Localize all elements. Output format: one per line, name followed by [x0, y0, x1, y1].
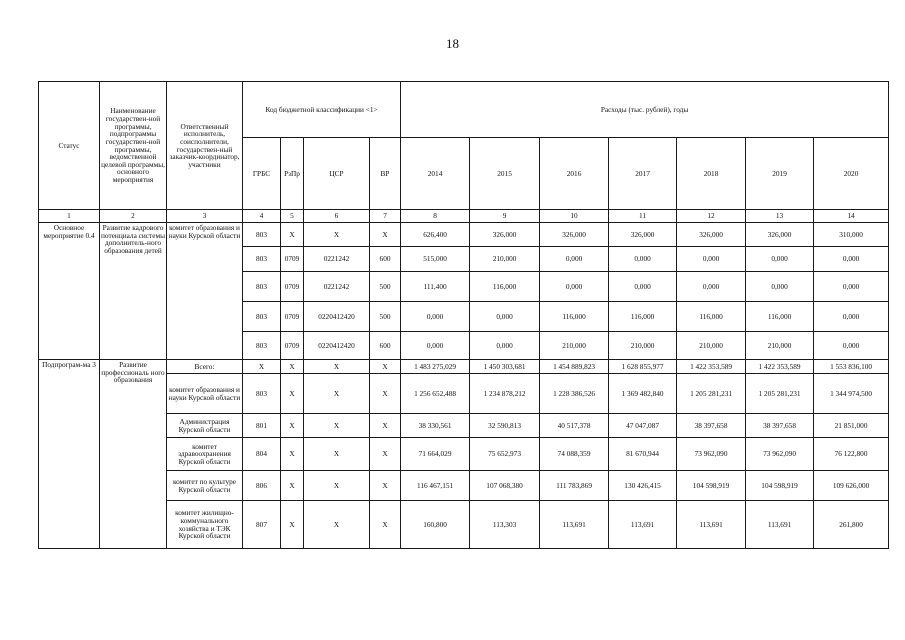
cell-value: 38 330,561: [401, 414, 470, 438]
header-expenses: Расходы (тыс. рублей), годы: [401, 82, 889, 138]
table-row: [39, 360, 889, 374]
cell-value: 0,000: [401, 302, 470, 332]
cell-value: 326,000: [746, 223, 814, 247]
header-year: 2018: [677, 138, 746, 210]
cell-csr: X: [304, 374, 370, 414]
header-row-1: [39, 82, 889, 138]
cell-executor: комитет жилищно-коммунального хозяйства и ТЭК Курской области: [167, 501, 243, 549]
cell-value: 113,303: [470, 501, 540, 549]
cell-value: 113,691: [677, 501, 746, 549]
table-row: [39, 374, 889, 414]
cell-value: 210,000: [677, 332, 746, 360]
cell-grbs: 806: [243, 471, 281, 501]
cell-vr: X: [370, 501, 401, 549]
cell-grbs: 803: [243, 223, 281, 247]
cell-value: 32 590,813: [470, 414, 540, 438]
block2-status: Подпрограм-ма 3: [39, 360, 100, 549]
cell-rzpr: X: [281, 471, 304, 501]
cell-value: 1 205 281,231: [677, 374, 746, 414]
header-executor: Ответственный исполнитель, соисполнители, государствен-ный заказчик-координатор, участники: [167, 82, 243, 210]
cell-executor: комитет здравоохранения Курской области: [167, 438, 243, 471]
block2-name: Развитие профессиональ ного образования: [100, 360, 167, 549]
cell-csr: 0220412420: [304, 302, 370, 332]
page-number: 18: [446, 36, 459, 51]
header-year: 2020: [814, 138, 889, 210]
cell-value: 0,000: [814, 302, 889, 332]
cell-rzpr: X: [281, 223, 304, 247]
cell-value: 111,400: [401, 272, 470, 302]
cell-csr: X: [304, 360, 370, 374]
block1-status: Основное мероприятие 0.4: [39, 223, 100, 360]
cell-value: 109 626,000: [814, 471, 889, 501]
cell-value: 0,000: [746, 247, 814, 272]
cell-value: 38 397,658: [677, 414, 746, 438]
column-number: 11: [609, 210, 677, 223]
cell-csr: X: [304, 438, 370, 471]
cell-rzpr: 0709: [281, 302, 304, 332]
cell-grbs: 804: [243, 438, 281, 471]
header-year: 2017: [609, 138, 677, 210]
cell-value: 1 422 353,589: [746, 360, 814, 374]
cell-grbs: 803: [243, 272, 281, 302]
cell-value: 1 483 275,029: [401, 360, 470, 374]
cell-value: 210,000: [540, 332, 609, 360]
table-row: [39, 438, 889, 471]
header-grbs: ГРБС: [243, 138, 281, 210]
header-rzpr: РзПр: [281, 138, 304, 210]
column-number: 1: [39, 210, 100, 223]
cell-value: 310,000: [814, 223, 889, 247]
cell-vr: 600: [370, 247, 401, 272]
cell-value: 116,000: [677, 302, 746, 332]
cell-value: 0,000: [401, 332, 470, 360]
cell-value: 1 450 303,681: [470, 360, 540, 374]
cell-value: 210,000: [746, 332, 814, 360]
header-vr: ВР: [370, 138, 401, 210]
column-number: 2: [100, 210, 167, 223]
cell-csr: X: [304, 223, 370, 247]
cell-value: 1 228 386,526: [540, 374, 609, 414]
cell-value: 0,000: [814, 272, 889, 302]
budget-table: [38, 81, 889, 549]
cell-value: 116,000: [540, 302, 609, 332]
cell-value: 73 962,090: [746, 438, 814, 471]
cell-rzpr: 0709: [281, 332, 304, 360]
cell-value: 74 088,359: [540, 438, 609, 471]
cell-grbs: 803: [243, 374, 281, 414]
header-year: 2016: [540, 138, 609, 210]
header-year: 2014: [401, 138, 470, 210]
cell-value: 1 344 974,500: [814, 374, 889, 414]
cell-csr: X: [304, 501, 370, 549]
block1-executor: комитет образования и науки Курской области: [167, 223, 243, 360]
cell-vr: X: [370, 360, 401, 374]
cell-value: 0,000: [814, 247, 889, 272]
cell-grbs: 801: [243, 414, 281, 438]
cell-csr: X: [304, 414, 370, 438]
cell-value: 47 047,087: [609, 414, 677, 438]
cell-value: 0,000: [470, 302, 540, 332]
table-row: [39, 223, 889, 247]
cell-value: 1 205 281,231: [746, 374, 814, 414]
column-number: 6: [304, 210, 370, 223]
cell-vr: X: [370, 438, 401, 471]
cell-value: 116,000: [470, 272, 540, 302]
cell-csr: 0221242: [304, 247, 370, 272]
cell-executor: Всего:: [167, 360, 243, 374]
column-number: 5: [281, 210, 304, 223]
cell-grbs: 803: [243, 247, 281, 272]
cell-value: 75 652,973: [470, 438, 540, 471]
cell-value: 326,000: [540, 223, 609, 247]
cell-csr: 0221242: [304, 272, 370, 302]
cell-value: 40 517,378: [540, 414, 609, 438]
cell-grbs: 807: [243, 501, 281, 549]
header-status: Статус: [39, 82, 100, 210]
cell-rzpr: X: [281, 501, 304, 549]
cell-value: 107 068,380: [470, 471, 540, 501]
cell-value: 1 553 836,100: [814, 360, 889, 374]
cell-value: 0,000: [814, 332, 889, 360]
column-number: 9: [470, 210, 540, 223]
cell-value: 0,000: [540, 247, 609, 272]
cell-rzpr: X: [281, 374, 304, 414]
cell-value: 210,000: [609, 332, 677, 360]
cell-grbs: 803: [243, 332, 281, 360]
cell-value: 111 783,869: [540, 471, 609, 501]
cell-value: 160,800: [401, 501, 470, 549]
cell-grbs: 803: [243, 302, 281, 332]
cell-rzpr: X: [281, 438, 304, 471]
cell-value: 0,000: [470, 332, 540, 360]
cell-value: 130 426,415: [609, 471, 677, 501]
cell-value: 0,000: [746, 272, 814, 302]
header-csr: ЦСР: [304, 138, 370, 210]
cell-grbs: X: [243, 360, 281, 374]
cell-rzpr: 0709: [281, 272, 304, 302]
cell-value: 0,000: [540, 272, 609, 302]
column-number: 12: [677, 210, 746, 223]
cell-value: 1 369 482,840: [609, 374, 677, 414]
column-number: 13: [746, 210, 814, 223]
cell-value: 1 256 652,488: [401, 374, 470, 414]
table-row: [39, 414, 889, 438]
cell-csr: 0220412420: [304, 332, 370, 360]
cell-vr: X: [370, 374, 401, 414]
cell-value: 21 851,000: [814, 414, 889, 438]
cell-value: 1 628 855,977: [609, 360, 677, 374]
cell-value: 116,000: [746, 302, 814, 332]
cell-vr: 500: [370, 302, 401, 332]
cell-value: 38 397,658: [746, 414, 814, 438]
cell-executor: Администрация Курской области: [167, 414, 243, 438]
cell-value: 0,000: [609, 272, 677, 302]
cell-rzpr: X: [281, 360, 304, 374]
column-number: 3: [167, 210, 243, 223]
column-number-row: [39, 210, 889, 223]
cell-executor: комитет по культуре Курской области: [167, 471, 243, 501]
header-budget-code: Код бюджетной классификации <1>: [243, 82, 401, 138]
cell-value: 73 962,090: [677, 438, 746, 471]
column-number: 4: [243, 210, 281, 223]
cell-value: 326,000: [470, 223, 540, 247]
cell-value: 113,691: [609, 501, 677, 549]
cell-value: 104 598,919: [677, 471, 746, 501]
cell-value: 71 664,029: [401, 438, 470, 471]
table-row: [39, 501, 889, 549]
cell-value: 104 598,919: [746, 471, 814, 501]
cell-value: 76 122,800: [814, 438, 889, 471]
cell-vr: X: [370, 414, 401, 438]
column-number: 7: [370, 210, 401, 223]
cell-value: 1 454 889,823: [540, 360, 609, 374]
cell-value: 0,000: [677, 272, 746, 302]
cell-vr: 500: [370, 272, 401, 302]
cell-value: 261,800: [814, 501, 889, 549]
column-number: 14: [814, 210, 889, 223]
cell-value: 81 670,944: [609, 438, 677, 471]
cell-value: 0,000: [609, 247, 677, 272]
cell-vr: 600: [370, 332, 401, 360]
cell-value: 515,000: [401, 247, 470, 272]
cell-value: 113,691: [746, 501, 814, 549]
cell-value: 1 422 353,589: [677, 360, 746, 374]
cell-vr: X: [370, 471, 401, 501]
cell-value: 113,691: [540, 501, 609, 549]
header-year: 2019: [746, 138, 814, 210]
cell-value: 326,000: [677, 223, 746, 247]
cell-value: 0,000: [677, 247, 746, 272]
header-name: Наименование государствен-ной программы, подпрограммы государствен-ной программы, ведомственной целевой программы, основного мероприятия: [100, 82, 167, 210]
column-number: 10: [540, 210, 609, 223]
cell-executor: комитет образования и науки Курской области: [167, 374, 243, 414]
cell-value: 116 467,151: [401, 471, 470, 501]
header-year: 2015: [470, 138, 540, 210]
cell-rzpr: X: [281, 414, 304, 438]
cell-value: 210,000: [470, 247, 540, 272]
cell-vr: X: [370, 223, 401, 247]
cell-rzpr: 0709: [281, 247, 304, 272]
column-number: 8: [401, 210, 470, 223]
cell-value: 626,400: [401, 223, 470, 247]
block1-name: Развитие кадрового потенциала системы дополнитель-ного образования детей: [100, 223, 167, 360]
cell-value: 326,000: [609, 223, 677, 247]
table-row: [39, 471, 889, 501]
cell-csr: X: [304, 471, 370, 501]
cell-value: 116,000: [609, 302, 677, 332]
cell-value: 1 234 878,212: [470, 374, 540, 414]
